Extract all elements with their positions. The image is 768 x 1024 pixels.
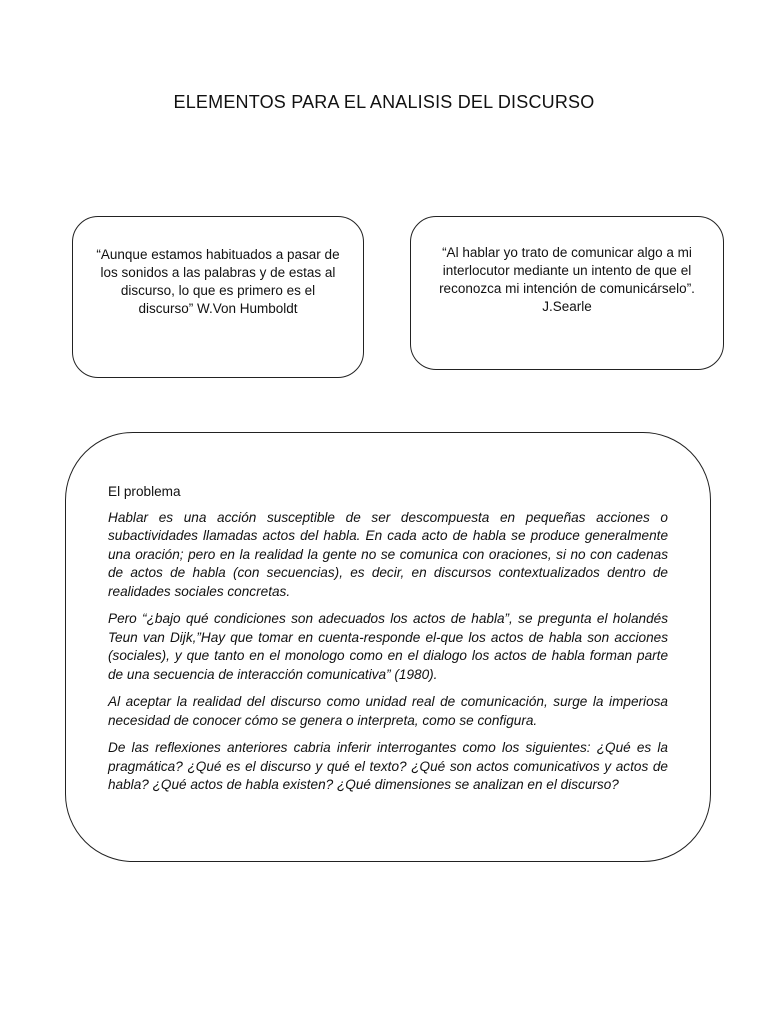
problem-section-box [65,432,711,862]
humboldt-quote-text: “Aunque estamos habituados a pasar de los sonidos a las palabras y de estas al discurso, lo que es primero es el discurso” W.Von Humboldt [96,247,340,316]
searle-quote-text: “Al hablar yo trato de comunicar algo a mi interlocutor mediante un intento de que el reconozca mi intención de comunicárselo”. J.Searle [439,245,695,314]
problem-paragraph-4: De las reflexiones anteriores cabria inferir interrogantes como los siguientes: ¿Qué es la pragmática? ¿Qué es el discurso y qué el texto? ¿Qué son actos comunicativos y actos de habla? ¿Qué actos de habla existen? ¿Qué dimensiones se analizan en el discurso? [108,740,668,792]
problem-paragraph-2: Pero “¿bajo qué condiciones son adecuados los actos de habla”, se pregunta el holandés Teun van Dijk,”Hay que tomar en cuenta-responde el-que los actos de habla son acciones (sociales), y que tanto en el monologo como en el dialogo los actos de habla forman parte de una secuencia de interacción comunicativa” (1980). [108,611,668,682]
searle-quote-box [410,216,724,370]
humboldt-quote-box [72,216,364,378]
problem-paragraph-3: Al aceptar la realidad del discurso como unidad real de comunicación, surge la imperiosa necesidad de conocer cómo se genera o interpreta, como se configura. [108,694,668,728]
problem-heading: El problema [108,484,181,499]
problem-paragraph-1: Hablar es una acción susceptible de ser descompuesta en pequeñas acciones o subactividades llamadas actos del habla. En cada acto de habla se produce generalmente una oración; pero en la realidad la gente no se comunica con oraciones, si no con cadenas de actos de habla (con secuencias), es decir, en discursos contextualizados dentro de realidades sociales concretas. [108,509,668,599]
page-title: ELEMENTOS PARA EL ANALISIS DEL DISCURSO [173,92,595,112]
